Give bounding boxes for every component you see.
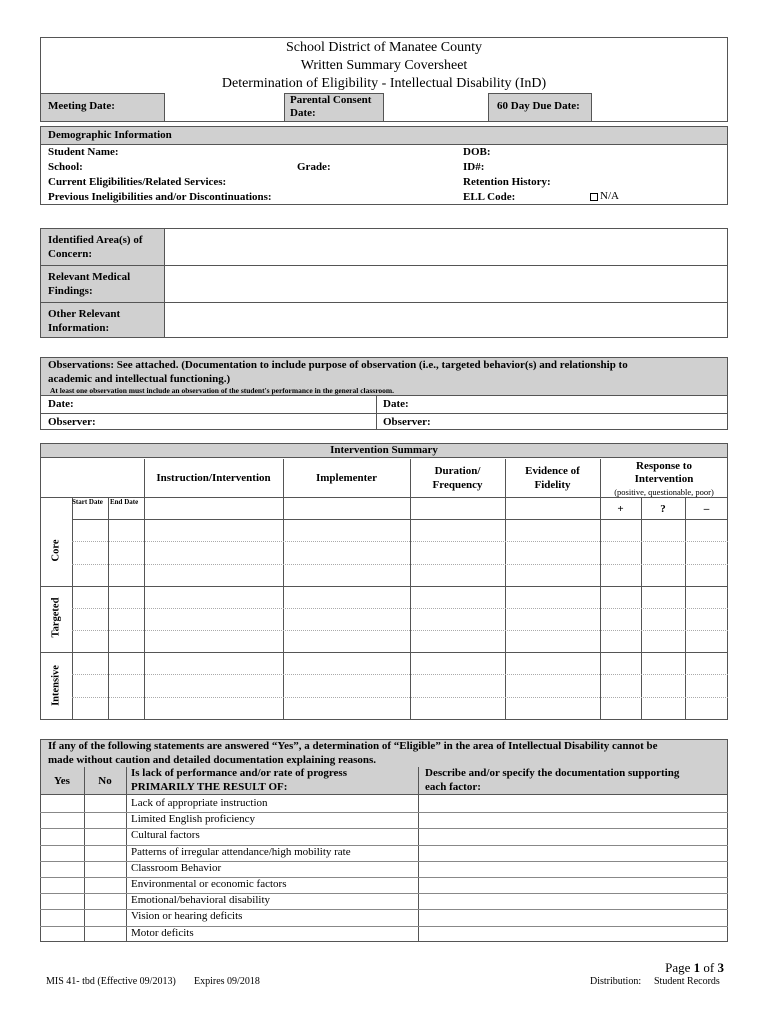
factor-no-cell[interactable] xyxy=(85,812,126,828)
factor-label: Cultural factors xyxy=(131,829,200,842)
col-line-implementer xyxy=(283,459,284,720)
observer-1-label: Observer: xyxy=(48,416,96,428)
factor-documentation-input[interactable] xyxy=(419,796,727,812)
factor-yes-cell[interactable] xyxy=(41,796,84,812)
current-eligibilities-label: Current Eligibilities/Related Services: xyxy=(48,176,227,188)
school-label: School: xyxy=(48,161,83,173)
col-line-evidence xyxy=(505,459,506,720)
observer-2-label: Observer: xyxy=(383,416,431,428)
page-number: 1 xyxy=(693,960,701,975)
na-checkbox[interactable] xyxy=(590,193,598,201)
na-label: N/A xyxy=(600,190,619,202)
student-name-label: Student Name: xyxy=(48,146,119,158)
col-evidence-header-1: Evidence of xyxy=(525,465,580,477)
question-header-1: Is lack of performance and/or rate of progress xyxy=(131,767,347,779)
factor-label: Motor deficits xyxy=(131,926,194,939)
factor-documentation-input[interactable] xyxy=(419,812,727,828)
factor-yes-cell[interactable] xyxy=(41,893,84,909)
distribution-label: Distribution: xyxy=(590,976,642,987)
targeted-row-line-2 xyxy=(72,630,728,631)
factor-no-cell[interactable] xyxy=(85,828,126,844)
col-duration-header-1: Duration/ xyxy=(434,465,481,477)
factor-no-cell[interactable] xyxy=(85,861,126,877)
medical-findings-label-1: Relevant Medical xyxy=(48,271,131,283)
col-line-response xyxy=(600,459,601,720)
tier-divider-targeted xyxy=(40,652,728,653)
col-implementer-header: Implementer xyxy=(315,472,378,484)
plus-header: + xyxy=(617,503,624,515)
factor-yes-cell[interactable] xyxy=(41,812,84,828)
factor-documentation-input[interactable] xyxy=(419,926,727,942)
other-info-label-2: Information: xyxy=(48,322,110,334)
observations-title-1: Observations: See attached. (Documentation to include purpose of observation (i.e., targeted behavior(s) and relationship to xyxy=(48,359,628,371)
header-line2: Written Summary Coversheet xyxy=(300,58,468,73)
due-date-label: 60 Day Due Date: xyxy=(497,100,580,112)
previous-ineligibilities-label: Previous Ineligibilities and/or Discontinuations: xyxy=(48,191,272,203)
end-date-header: End Date xyxy=(110,498,139,506)
col-line-duration xyxy=(410,459,411,720)
factor-yes-cell[interactable] xyxy=(41,926,84,942)
expires: Expires 09/2018 xyxy=(194,976,260,987)
observations-note: At least one observation must include an observation of the student's performance in the general classroom. xyxy=(50,386,395,395)
factor-label: Patterns of irregular attendance/high mobility rate xyxy=(131,845,351,858)
minus-header: – xyxy=(703,503,710,515)
parental-consent-label: Parental Consent Date: xyxy=(290,94,372,119)
header-line1: School District of Manatee County xyxy=(286,40,482,55)
factor-label: Vision or hearing deficits xyxy=(131,910,243,923)
factor-no-cell[interactable] xyxy=(85,845,126,861)
factor-label: Limited English proficiency xyxy=(131,813,256,826)
tier-divider-core xyxy=(40,586,728,587)
col-instruction-header: Instruction/Intervention xyxy=(156,472,271,484)
factor-no-cell[interactable] xyxy=(85,877,126,893)
of-word: of xyxy=(703,960,715,975)
factor-yes-cell[interactable] xyxy=(41,861,84,877)
concerns-divider-1 xyxy=(40,265,728,266)
factor-label: Classroom Behavior xyxy=(131,861,222,874)
grade-label: Grade: xyxy=(297,161,331,173)
start-date-header: Start Date xyxy=(72,498,103,506)
factor-documentation-input[interactable] xyxy=(419,909,727,925)
factor-label: Lack of appropriate instruction xyxy=(131,797,268,809)
page-total: 3 xyxy=(717,960,724,975)
observations-row-divider xyxy=(40,413,728,414)
intensive-row-line-2 xyxy=(72,697,728,698)
eligibility-intro-1: If any of the following statements are answered “Yes”, a determination of “Eligible” in the area of Intellectual Disability cannot be xyxy=(48,740,658,752)
tier-targeted-label: Targeted xyxy=(50,597,62,638)
core-row-line-1 xyxy=(72,541,728,542)
form-id: MIS 41- tbd (Effective 09/2013) xyxy=(46,976,176,987)
yes-header: Yes xyxy=(54,775,70,787)
question-header-2: PRIMARILY THE RESULT OF: xyxy=(131,781,288,793)
eligibility-intro-2: made without caution and detailed documentation explaining reasons. xyxy=(48,754,377,766)
observations-title-2: academic and intellectual functioning.) xyxy=(48,373,231,385)
factor-yes-cell[interactable] xyxy=(41,909,84,925)
col-duration-header-2: Frequency xyxy=(432,479,483,491)
meeting-date-label: Meeting Date: xyxy=(48,100,115,112)
targeted-row-line-1 xyxy=(72,608,728,609)
concern-area-label-1: Identified Area(s) of xyxy=(48,234,143,246)
describe-header-1: Describe and/or specify the documentation supporting xyxy=(425,767,680,779)
other-info-label-1: Other Relevant xyxy=(48,308,121,320)
col-response-header-2: Intervention xyxy=(634,473,694,485)
intervention-title: Intervention Summary xyxy=(330,444,438,456)
concerns-divider-2 xyxy=(40,302,728,303)
demographic-title: Demographic Information xyxy=(48,129,172,141)
question-header: ? xyxy=(660,503,666,515)
factor-label: Environmental or economic factors xyxy=(131,878,287,890)
ell-code-label: ELL Code: xyxy=(463,191,516,203)
col-line-instruction xyxy=(144,459,145,720)
dob-label: DOB: xyxy=(463,146,491,158)
factor-no-cell[interactable] xyxy=(85,909,126,925)
col-response-header-3: (positive, questionable, poor) xyxy=(614,487,714,497)
page-indicator xyxy=(665,960,724,976)
due-date-input[interactable] xyxy=(592,93,728,122)
elig-col-no xyxy=(126,767,127,942)
factor-documentation-input[interactable] xyxy=(419,861,727,877)
concern-area-label-2: Concern: xyxy=(48,248,92,260)
factor-yes-cell[interactable] xyxy=(41,828,84,844)
meeting-date-input[interactable] xyxy=(165,93,284,122)
factor-yes-cell[interactable] xyxy=(41,877,84,893)
col-response-header-1: Response to xyxy=(636,460,692,472)
factor-documentation-input[interactable] xyxy=(419,877,727,893)
id-label: ID#: xyxy=(463,161,485,173)
factor-documentation-input[interactable] xyxy=(419,828,727,844)
factor-no-cell[interactable] xyxy=(85,893,126,909)
factor-label: Emotional/behavioral disability xyxy=(131,894,270,907)
factor-documentation-input[interactable] xyxy=(419,845,727,861)
concern-area-input[interactable] xyxy=(0,0,565,40)
observation-date-1-label: Date: xyxy=(48,398,74,410)
parental-consent-input[interactable] xyxy=(384,93,488,122)
factor-yes-cell[interactable] xyxy=(41,845,84,861)
subheader-bottom xyxy=(72,519,728,520)
col-evidence-header-2: Fidelity xyxy=(534,479,571,491)
core-row-line-2 xyxy=(72,564,728,565)
tier-core-label: Core xyxy=(50,539,62,562)
describe-header-2: each factor: xyxy=(425,781,481,793)
page-word: Page xyxy=(665,960,691,975)
no-header: No xyxy=(98,775,112,787)
header-line3: Determination of Eligibility - Intellectual Disability (InD) xyxy=(221,76,547,91)
observation-date-2-label: Date: xyxy=(383,398,409,410)
factor-no-cell[interactable] xyxy=(85,796,126,812)
medical-findings-label-2: Findings: xyxy=(48,285,93,297)
factor-documentation-input[interactable] xyxy=(419,893,727,909)
intensive-row-line-1 xyxy=(72,674,728,675)
retention-label: Retention History: xyxy=(463,176,551,188)
distribution-value: Student Records xyxy=(654,976,720,987)
factor-no-cell[interactable] xyxy=(85,926,126,942)
tier-intensive-label: Intensive xyxy=(50,665,62,706)
